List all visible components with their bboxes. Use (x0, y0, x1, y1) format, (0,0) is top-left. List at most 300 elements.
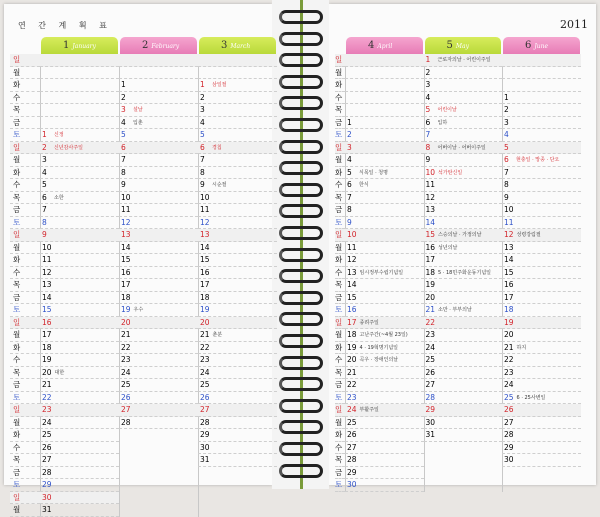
day-event: 4 · 19혁명기념일 (359, 344, 399, 351)
day-number: 15 (347, 292, 357, 302)
day-cell[interactable] (198, 267, 277, 280)
day-cell[interactable] (424, 242, 503, 255)
weekday-label: 목 (10, 104, 40, 117)
day-cell[interactable] (40, 354, 119, 367)
day-number: 1 (504, 92, 509, 102)
day-number: 5 (42, 180, 47, 189)
day-cell[interactable] (424, 192, 503, 205)
day-cell[interactable] (424, 404, 503, 417)
day-cell[interactable] (40, 404, 119, 417)
day-cell[interactable] (40, 154, 119, 167)
day-event: 부활주일 (359, 407, 379, 413)
day-number: 10 (347, 230, 357, 239)
day-cell[interactable] (345, 117, 424, 130)
day-cell[interactable] (119, 367, 198, 380)
day-cell[interactable] (502, 242, 581, 255)
month-tab-4[interactable] (346, 37, 423, 54)
day-cell[interactable] (424, 304, 503, 317)
day-number: 16 (425, 242, 436, 252)
day-cell[interactable] (424, 292, 503, 305)
day-number: 11 (200, 205, 210, 214)
day-number: 22 (121, 342, 131, 352)
day-cell[interactable] (40, 242, 119, 255)
day-cell[interactable] (198, 104, 277, 117)
weekday-label: 화 (335, 254, 345, 267)
day-cell[interactable] (345, 104, 424, 117)
day-number: 10 (42, 242, 52, 252)
day-cell[interactable] (119, 229, 198, 242)
day-cell[interactable] (345, 179, 424, 192)
day-cell[interactable] (40, 429, 119, 442)
weekday-label: 일 (10, 229, 40, 242)
day-cell[interactable] (119, 329, 198, 342)
day-number: 2 (42, 142, 47, 152)
day-event: 임시정부수립기념일 (359, 269, 404, 276)
day-cell[interactable] (345, 392, 424, 405)
day-cell[interactable] (40, 217, 119, 230)
weekday-label: 수 (10, 442, 40, 455)
day-number: 16 (121, 267, 131, 277)
day-cell[interactable] (119, 404, 198, 417)
day-cell[interactable] (198, 417, 277, 430)
day-cell[interactable] (345, 367, 424, 380)
day-number: 22 (425, 317, 436, 327)
day-cell[interactable] (40, 304, 119, 317)
day-cell[interactable] (502, 192, 581, 205)
day-cell[interactable] (424, 167, 503, 180)
day-cell[interactable] (345, 342, 424, 355)
weekday-label: 금 (10, 117, 40, 130)
day-cell[interactable] (345, 192, 424, 205)
day-number: 28 (504, 430, 514, 439)
day-cell[interactable] (40, 192, 119, 205)
day-cell[interactable] (502, 404, 581, 417)
day-cell[interactable] (345, 154, 424, 167)
day-cell[interactable] (198, 429, 277, 442)
day-cell[interactable] (502, 154, 581, 167)
day-cell[interactable] (40, 454, 119, 467)
day-cell[interactable] (502, 67, 581, 80)
day-number: 29 (504, 442, 514, 452)
day-cell[interactable] (119, 254, 198, 267)
weekday-label: 일 (335, 404, 345, 417)
day-cell[interactable] (345, 329, 424, 342)
day-cell[interactable] (198, 404, 277, 417)
weekday-label: 토 (10, 304, 40, 317)
day-cell[interactable] (345, 479, 424, 492)
day-cell[interactable] (119, 267, 198, 280)
day-number: 22 (200, 342, 210, 352)
day-cell[interactable] (345, 167, 424, 180)
day-cell[interactable] (198, 204, 277, 217)
weekday-label: 화 (10, 79, 40, 92)
day-number: 15 (504, 267, 514, 277)
day-cell[interactable] (424, 229, 503, 242)
day-number: 9 (200, 180, 205, 189)
day-cell[interactable] (502, 429, 581, 442)
day-cell[interactable] (502, 204, 581, 217)
day-number: 29 (200, 430, 210, 439)
day-cell[interactable] (424, 54, 503, 67)
weekday-label: 월 (10, 67, 40, 80)
day-cell[interactable] (198, 167, 277, 180)
day-cell[interactable] (119, 342, 198, 355)
day-cell[interactable] (119, 92, 198, 105)
day-number: 1 (121, 80, 126, 89)
day-cell[interactable] (40, 67, 119, 80)
day-cell[interactable] (345, 54, 424, 67)
day-cell[interactable] (198, 379, 277, 392)
day-cell[interactable] (40, 292, 119, 305)
day-cell[interactable] (502, 279, 581, 292)
month-tab-1[interactable] (41, 37, 118, 54)
day-number: 16 (504, 280, 514, 289)
day-event: 신정 (54, 132, 64, 138)
weekday-label: 수 (335, 267, 345, 280)
day-cell[interactable] (119, 104, 198, 117)
spiral-ring (279, 377, 323, 391)
day-cell[interactable] (198, 79, 277, 92)
day-cell[interactable] (40, 479, 119, 492)
day-number: 4 (425, 92, 431, 102)
day-cell[interactable] (502, 292, 581, 305)
day-event: 입춘 (133, 119, 143, 126)
day-number: 18 (347, 330, 357, 339)
day-cell[interactable] (119, 217, 198, 230)
day-cell[interactable] (502, 142, 581, 155)
day-number: 25 (42, 430, 52, 439)
day-cell[interactable] (198, 142, 277, 155)
day-cell[interactable] (198, 279, 277, 292)
day-number: 5 (200, 130, 205, 139)
day-number: 31 (200, 455, 210, 464)
day-cell[interactable] (40, 367, 119, 380)
day-cell[interactable] (424, 317, 503, 330)
day-cell[interactable] (40, 229, 119, 242)
weekday-label: 수 (10, 92, 40, 105)
day-cell[interactable] (40, 254, 119, 267)
weekday-label: 목 (10, 454, 40, 467)
day-event: 춘분 (212, 332, 223, 338)
day-cell[interactable] (119, 242, 198, 255)
day-number: 20 (121, 317, 131, 327)
day-cell[interactable] (424, 429, 503, 442)
day-cell[interactable] (40, 379, 119, 392)
day-cell[interactable] (40, 467, 119, 480)
day-event: 석가탄신일 (438, 169, 463, 176)
day-cell[interactable] (40, 492, 119, 505)
day-cell[interactable] (40, 204, 119, 217)
day-cell[interactable] (40, 92, 119, 105)
day-cell[interactable] (345, 467, 424, 480)
day-cell[interactable] (424, 392, 503, 405)
day-cell[interactable] (40, 392, 119, 405)
day-number: 28 (425, 392, 436, 402)
day-cell[interactable] (119, 167, 198, 180)
day-cell[interactable] (502, 454, 581, 467)
day-cell[interactable] (502, 229, 581, 242)
day-cell[interactable] (119, 54, 198, 67)
weekday-label: 일 (335, 142, 345, 155)
day-cell[interactable] (502, 54, 581, 67)
weekday-label: 금 (335, 467, 345, 480)
day-number: 24 (347, 405, 357, 414)
day-cell[interactable] (119, 79, 198, 92)
day-cell[interactable] (502, 217, 581, 230)
month-tab-6[interactable] (503, 37, 580, 54)
day-cell[interactable] (198, 254, 277, 267)
day-cell[interactable] (198, 342, 277, 355)
weekday-label: 일 (10, 54, 40, 67)
day-cell[interactable] (502, 179, 581, 192)
month-number: 1 (63, 40, 70, 51)
day-cell[interactable] (345, 279, 424, 292)
day-cell[interactable] (198, 292, 277, 305)
day-number: 9 (42, 230, 47, 239)
day-cell[interactable] (424, 267, 503, 280)
day-number: 15 (121, 255, 131, 264)
day-cell[interactable] (119, 417, 198, 430)
day-cell[interactable] (345, 142, 424, 155)
day-cell[interactable] (502, 104, 581, 117)
day-cell[interactable] (119, 204, 198, 217)
day-cell[interactable] (345, 404, 424, 417)
day-number: 31 (42, 505, 52, 514)
spiral-ring (279, 356, 323, 370)
day-cell[interactable] (119, 379, 198, 392)
day-cell[interactable] (198, 117, 277, 130)
day-cell[interactable] (502, 167, 581, 180)
day-event: 현충일 · 망종 · 단오 (516, 157, 560, 163)
day-cell[interactable] (119, 292, 198, 305)
day-cell[interactable] (424, 179, 503, 192)
day-number: 30 (425, 417, 436, 427)
day-cell[interactable] (198, 192, 277, 205)
day-cell[interactable] (502, 117, 581, 130)
day-cell[interactable] (502, 79, 581, 92)
day-cell[interactable] (198, 329, 277, 342)
day-cell[interactable] (345, 417, 424, 430)
day-cell[interactable] (40, 104, 119, 117)
day-cell[interactable] (40, 129, 119, 142)
day-cell[interactable] (502, 417, 581, 430)
day-number: 1 (425, 55, 431, 64)
day-cell[interactable] (40, 167, 119, 180)
spiral-ring (279, 96, 323, 110)
day-number: 11 (425, 180, 436, 189)
day-cell[interactable] (198, 242, 277, 255)
day-cell[interactable] (424, 417, 503, 430)
day-cell[interactable] (424, 129, 503, 142)
day-cell[interactable] (502, 442, 581, 455)
day-number: 29 (425, 405, 436, 414)
day-number: 4 (504, 130, 509, 139)
day-cell[interactable] (119, 179, 198, 192)
day-cell[interactable] (424, 279, 503, 292)
day-cell[interactable] (119, 392, 198, 405)
day-cell[interactable] (424, 379, 503, 392)
day-number: 7 (121, 155, 126, 164)
day-cell[interactable] (502, 342, 581, 355)
day-cell[interactable] (345, 442, 424, 455)
day-cell[interactable] (198, 367, 277, 380)
month-tab-5[interactable] (425, 37, 502, 54)
month-tab-3[interactable] (199, 37, 276, 54)
month-tab-2[interactable] (120, 37, 197, 54)
day-cell[interactable] (198, 154, 277, 167)
day-cell[interactable] (345, 67, 424, 80)
spiral-ring (279, 204, 323, 218)
day-number: 21 (347, 367, 357, 377)
day-cell[interactable] (345, 429, 424, 442)
day-cell[interactable] (424, 117, 503, 130)
day-number: 10 (121, 192, 131, 202)
day-cell[interactable] (40, 329, 119, 342)
day-cell[interactable] (345, 354, 424, 367)
month-name: May (455, 43, 469, 50)
day-cell[interactable] (119, 67, 198, 80)
day-cell[interactable] (40, 54, 119, 67)
day-cell[interactable] (424, 92, 503, 105)
day-cell[interactable] (345, 254, 424, 267)
day-cell[interactable] (502, 92, 581, 105)
day-cell[interactable] (40, 142, 119, 155)
day-cell[interactable] (345, 379, 424, 392)
day-cell[interactable] (40, 179, 119, 192)
day-cell[interactable] (119, 304, 198, 317)
weekday-label: 토 (335, 479, 345, 492)
day-number: 6 (42, 192, 47, 202)
day-cell[interactable] (345, 204, 424, 217)
day-cell[interactable] (424, 342, 503, 355)
weekday-label: 토 (10, 392, 40, 405)
day-cell[interactable] (119, 354, 198, 367)
spiral-ring (279, 75, 323, 89)
day-number: 26 (347, 430, 357, 439)
day-cell[interactable] (424, 354, 503, 367)
day-cell[interactable] (40, 442, 119, 455)
day-number: 8 (347, 205, 352, 214)
day-cell[interactable] (345, 217, 424, 230)
day-cell[interactable] (502, 392, 581, 405)
day-cell[interactable] (424, 204, 503, 217)
day-cell[interactable] (502, 379, 581, 392)
day-number: 16 (347, 305, 357, 314)
weekday-label: 월 (335, 242, 345, 255)
day-cell[interactable] (40, 504, 119, 517)
day-cell[interactable] (119, 129, 198, 142)
day-cell[interactable] (424, 217, 503, 230)
day-cell[interactable] (424, 79, 503, 92)
day-event: 6 · 25사변일 (516, 394, 546, 401)
day-cell[interactable] (40, 267, 119, 280)
day-cell[interactable] (119, 154, 198, 167)
day-cell[interactable] (502, 317, 581, 330)
day-number: 26 (200, 392, 210, 402)
day-number: 9 (504, 192, 509, 202)
day-cell[interactable] (40, 79, 119, 92)
day-cell[interactable] (345, 304, 424, 317)
day-cell[interactable] (40, 417, 119, 430)
day-cell[interactable] (198, 354, 277, 367)
spiral-ring (279, 420, 323, 434)
day-cell[interactable] (345, 267, 424, 280)
day-cell[interactable] (502, 367, 581, 380)
day-cell[interactable] (345, 292, 424, 305)
day-cell[interactable] (198, 217, 277, 230)
day-cell[interactable] (424, 67, 503, 80)
day-cell[interactable] (198, 67, 277, 80)
day-cell[interactable] (424, 154, 503, 167)
day-cell[interactable] (198, 392, 277, 405)
day-cell[interactable] (119, 142, 198, 155)
day-cell[interactable] (40, 317, 119, 330)
day-cell[interactable] (424, 142, 503, 155)
day-cell[interactable] (502, 329, 581, 342)
day-cell[interactable] (424, 104, 503, 117)
day-number: 9 (121, 180, 126, 189)
day-cell[interactable] (502, 129, 581, 142)
day-cell[interactable] (119, 279, 198, 292)
day-cell[interactable] (119, 117, 198, 130)
day-cell[interactable] (345, 317, 424, 330)
day-number: 23 (121, 355, 131, 364)
day-number: 14 (425, 217, 436, 227)
day-cell[interactable] (198, 179, 277, 192)
day-cell[interactable] (502, 354, 581, 367)
day-number: 12 (504, 230, 514, 239)
day-cell[interactable] (502, 304, 581, 317)
day-cell[interactable] (40, 279, 119, 292)
day-cell[interactable] (424, 367, 503, 380)
day-number: 22 (504, 355, 514, 364)
day-cell[interactable] (40, 117, 119, 130)
day-number: 24 (504, 380, 514, 389)
day-cell[interactable] (198, 442, 277, 455)
month-number: 3 (221, 40, 228, 51)
day-cell[interactable] (198, 54, 277, 67)
day-cell[interactable] (424, 254, 503, 267)
day-cell[interactable] (40, 342, 119, 355)
day-cell[interactable] (198, 454, 277, 467)
day-cell[interactable] (502, 254, 581, 267)
day-number: 8 (42, 217, 47, 227)
day-number: 3 (425, 80, 431, 89)
day-cell[interactable] (502, 267, 581, 280)
day-cell[interactable] (198, 304, 277, 317)
day-cell[interactable] (198, 92, 277, 105)
day-number: 28 (200, 417, 210, 427)
day-cell[interactable] (345, 129, 424, 142)
day-cell[interactable] (424, 329, 503, 342)
day-cell[interactable] (345, 92, 424, 105)
day-cell[interactable] (198, 229, 277, 242)
spiral-ring (279, 32, 323, 46)
day-cell[interactable] (198, 317, 277, 330)
day-cell[interactable] (345, 454, 424, 467)
day-cell[interactable] (345, 229, 424, 242)
day-number: 10 (200, 192, 210, 202)
day-number: 27 (504, 417, 514, 427)
day-cell[interactable] (345, 242, 424, 255)
day-cell[interactable] (119, 192, 198, 205)
day-cell[interactable] (198, 129, 277, 142)
day-event: 고난주간(~4월 23일) (359, 332, 408, 338)
day-event: 우수 (133, 307, 144, 313)
day-cell[interactable] (119, 317, 198, 330)
day-number: 19 (42, 355, 52, 364)
day-cell[interactable] (345, 79, 424, 92)
